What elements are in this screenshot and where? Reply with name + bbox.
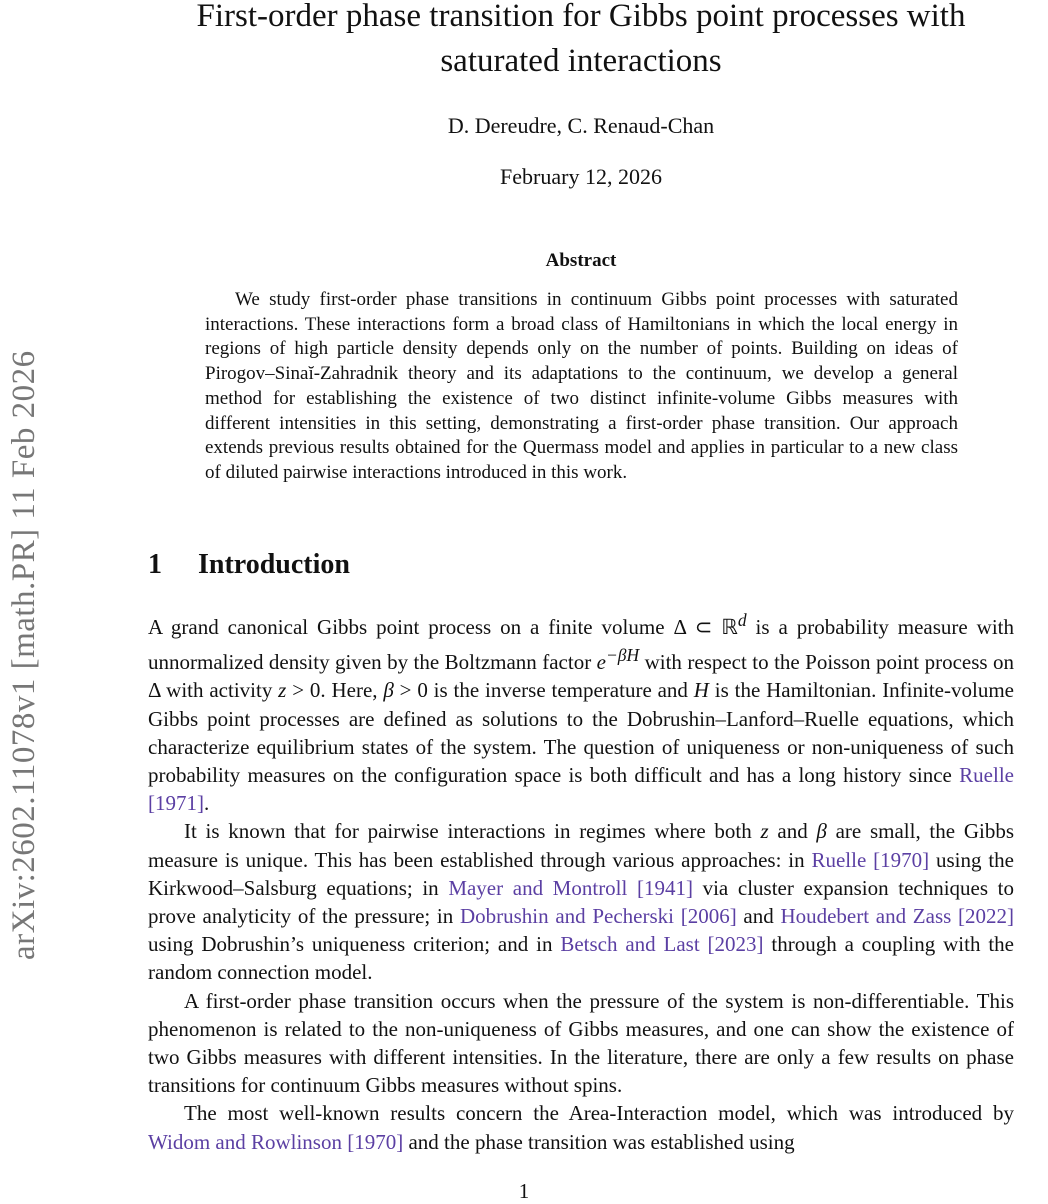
p1-math-e: e	[596, 650, 606, 675]
p1-superscript-d: d	[737, 610, 747, 630]
page-number: 1	[518, 1179, 530, 1203]
citation-ruelle-1970[interactable]: Ruelle [1970]	[811, 847, 930, 872]
p2-text-1: It is known that for pairwise interactions in regimes where both	[184, 819, 761, 844]
section-number: 1	[148, 549, 162, 580]
paragraph-1	[148, 606, 1014, 817]
p2-text-3: are small, the Gibbs measure is unique. This has been established through various approaches: in	[148, 819, 1014, 872]
p2-text-8: through a coupling with the random connection model.	[148, 932, 1014, 985]
section-heading	[148, 549, 350, 581]
p1-math-h: H	[693, 678, 709, 703]
p2-text-6: and	[736, 904, 781, 929]
citation-ruelle-1971[interactable]: Ruelle [1971]	[148, 763, 1014, 816]
p1-text-2: is a probability measure with unnormalized density given by the Boltzmann factor	[148, 615, 1014, 675]
citation-dobrushin-pecherski-2006[interactable]: Dobrushin and Pecherski [2006]	[459, 904, 737, 929]
abstract-text: We study first-order phase transitions in continuum Gibbs point processes with saturated interactions. These interactions form a broad class of Hamiltonians in which the local energy in regions of high particle density depends only on the number of points. Building on ideas of Pirogov–Sinaĭ-Zahradnik theory and its adaptations to the continuum, we develop a general method for establishing the existence of two distinct infinite-volume Gibbs measures with different intensities in this setting, demonstrating a first-order phase transition. Our approach extends previous results obtained for the Quermass model and applies in particular to a new class of diluted pairwise interactions introduced in this work.	[205, 289, 958, 483]
p1-math-z: z	[278, 678, 287, 703]
p1-text-7: .	[204, 791, 210, 816]
paper-title: First-order phase transition for Gibbs point processes with saturated interactions	[196, 0, 966, 79]
p1-text-3: with respect to the Poisson point process on Δ with activity	[148, 650, 1014, 703]
arxiv-identifier-stamp[interactable]: arXiv:2602.11078v1 [math.PR] 11 Feb 2026	[6, 350, 42, 960]
section-title: Introduction	[198, 549, 350, 580]
paragraph-2	[148, 817, 1014, 986]
paper-date: February 12, 2026	[500, 164, 662, 189]
p1-text-5: > 0 is the inverse temperature and	[393, 678, 694, 703]
citation-widom-rowlinson-1970[interactable]: Widom and Rowlinson [1970]	[148, 1129, 404, 1154]
p2-text-2: and	[768, 819, 817, 844]
p2-math-beta: β	[816, 819, 827, 844]
p2-text-4: using the Kirkwood–Salsburg equations; in	[148, 847, 1014, 900]
p2-text-5: via cluster expansion techniques to prove analyticity of the pressure; in	[148, 875, 1014, 929]
paragraph-3: A first-order phase transition occurs when the pressure of the system is non-differentiable. This phenomenon is related to the non-uniqueness of Gibbs measures, and one can show the existence of two Gibbs measures with different intensities. In the literature, there are only a few results on phase transitions for continuum Gibbs measures without spins.	[148, 988, 1014, 1098]
p2-math-z: z	[760, 819, 769, 844]
section-body	[148, 606, 1014, 1156]
citation-mayer-montroll-1941[interactable]: Mayer and Montroll [1941]	[448, 875, 693, 900]
p4-text-2: and the phase transition was established using	[403, 1129, 795, 1154]
p1-text-1: A grand canonical Gibbs point process on a finite volume Δ ⊂ ℝ	[148, 615, 738, 639]
citation-houdebert-zass-2022[interactable]: Houdebert and Zass [2022]	[780, 904, 1014, 929]
abstract-heading: Abstract	[545, 250, 617, 271]
paragraph-4	[148, 1099, 1014, 1155]
p1-math-beta: β	[383, 678, 394, 703]
p1-text-4: > 0. Here,	[286, 678, 384, 703]
citation-betsch-last-2023[interactable]: Betsch and Last [2023]	[560, 932, 764, 957]
p1-superscript-exponent: −βH	[605, 645, 640, 666]
p1-text-6: is the Hamiltonian. Infinite-volume Gibbs point processes are defined as solutions to the Dobrushin–Lanford–Ruelle equations, which characterize equilibrium states of the system. The question of uniqueness or non-uniqueness of such probability measures on the configuration space is both difficult and has a long history since	[148, 678, 1014, 788]
p4-text-1: The most well-known results concern the Area-Interaction model, which was introduced by	[184, 1101, 1014, 1126]
paper-authors: D. Dereudre, C. Renaud-Chan	[447, 113, 715, 138]
p2-text-7: using Dobrushin’s uniqueness criterion; and in	[148, 932, 561, 957]
